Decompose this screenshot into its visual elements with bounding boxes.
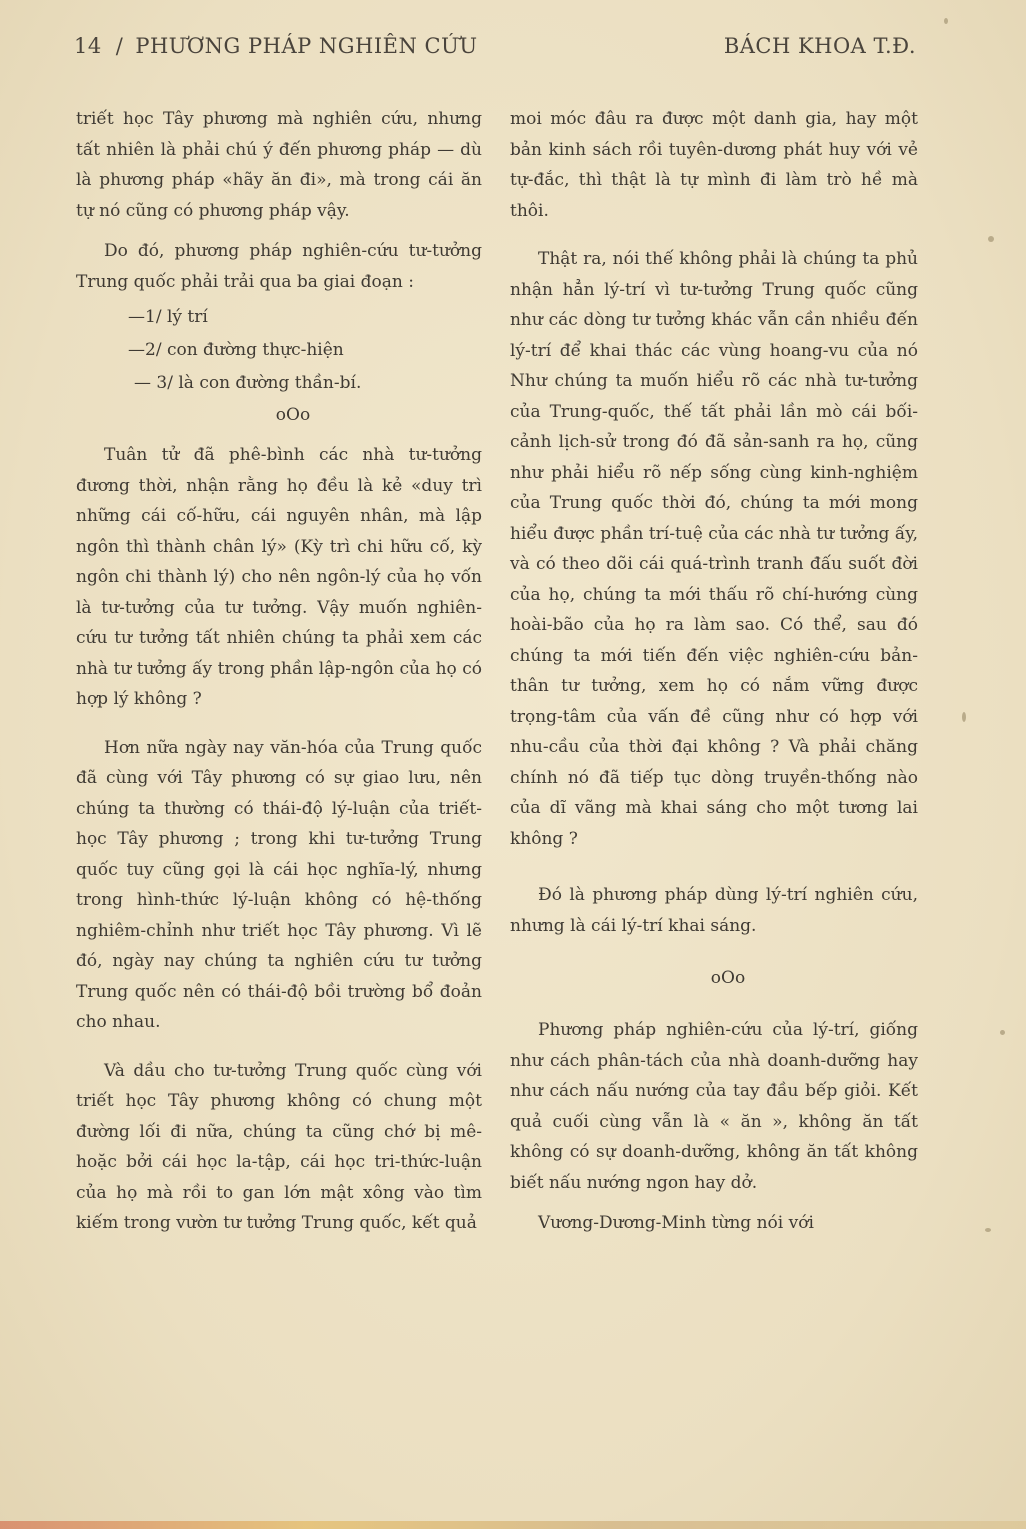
paper-speck <box>944 18 948 24</box>
stage-list <box>128 301 482 400</box>
paper-speck <box>985 1228 991 1232</box>
left-paragraph-3: Tuân tử đã phê-bình các nhà tư-tưởng đương thời, nhận rằng họ đều là kẻ «duy trì những cái cố-hữu, cái nguyên nhân, mà lập ngôn thì thành chân lý» (Kỳ trì chi hữu cố, kỳ ngôn chi thành lý) cho nên ngôn-lý của họ vốn là tư-tưởng của tư tưởng. Vậy muốn nghiên-cứu tư tưởng tất nhiên chúng ta phải xem các nhà tư tưởng ấy trong phần lập-ngôn của họ có hợp lý không ? <box>76 445 482 709</box>
stage-list-item-2: —2/ con đường thực-hiện <box>128 340 344 360</box>
right-paragraph-4: Phương pháp nghiên-cứu của lý-trí, giống như cách phân-tách của nhà doanh-dưỡng hay như cách nấu nướng của tay đầu bếp giỏi. Kết quả cuối cùng vẫn là « ăn », không ăn tất không có sự doanh-dưỡng, không ăn tất không biết nấu nướng ngon hay dở. <box>510 1020 918 1193</box>
stage-list-item-3: — 3/ là con đường thần-bí. <box>134 373 362 393</box>
running-header <box>74 34 956 66</box>
paper-speck <box>1000 1030 1005 1035</box>
paper-speck <box>988 236 994 242</box>
right-column <box>510 104 918 1239</box>
left-paragraph-2: Do đó, phương pháp nghiên-cứu tư-tưởng Trung quốc phải trải qua ba giai đoạn : <box>76 241 482 292</box>
header-separator: / <box>115 34 124 58</box>
page-edge-stain <box>0 1521 1026 1529</box>
left-paragraph-1: triết học Tây phương mà nghiên cứu, nhưng tất nhiên là phải chú ý đến phương pháp — dù là phương pháp «hãy ăn đi», mà trong cái ăn tự nó cũng có phương pháp vậy. <box>76 109 482 221</box>
right-paragraph-1: moi móc đâu ra được một danh gia, hay một bản kinh sách rồi tuyên-dương phát huy với vẻ tự-đắc, thì thật là tự mình đi làm trò hề mà thôi. <box>510 109 918 221</box>
left-paragraph-5: Và dầu cho tư-tưởng Trung quốc cùng với triết học Tây phương không có chung một đường lối đi nữa, chúng ta cũng chớ bị mê-hoặc bởi cái học la-tập, cái học tri-thức-luận của họ mà rồi to gan lớn mật xông vào tìm kiếm trong vườn tư tưởng Trung quốc, kết quả <box>76 1060 482 1233</box>
paper-speck <box>962 712 966 722</box>
section-separator-right: oOo <box>710 968 746 988</box>
page-number: 14 <box>74 34 102 58</box>
publication-name: BÁCH KHOA T.Đ. <box>723 34 916 58</box>
right-paragraph-5: Vương-Dương-Minh từng nói với <box>538 1213 814 1233</box>
stage-list-item-1: —1/ lý trí <box>128 307 208 327</box>
left-paragraph-4: Hơn nữa ngày nay văn-hóa của Trung quốc đã cùng với Tây phương có sự giao lưu, nên chúng ta thường có thái-độ lý-luận của triết-học Tây phương ; trong khi tư-tưởng Trung quốc tuy cũng gọi là cái học nghĩa-lý, nhưng trong hình-thức lý-luận không có hệ-thống nghiêm-chỉnh như triết học Tây phương. Vì lẽ đó, ngày nay chúng ta nghiên cứu tư tưởng Trung quốc nên có thái-độ bồi trường bổ đoản cho nhau. <box>76 737 482 1032</box>
header-left <box>74 34 478 58</box>
section-title: PHƯƠNG PHÁP NGHIÊN CỨU <box>135 34 478 58</box>
section-separator-left: oOo <box>275 405 311 425</box>
right-paragraph-3: Đó là phương pháp dùng lý-trí nghiên cứu, nhưng là cái lý-trí khai sáng. <box>510 885 918 936</box>
right-paragraph-2: Thật ra, nói thế không phải là chúng ta phủ nhận hẳn lý-trí vì tư-tưởng Trung quốc cũng như các dòng tư tưởng khác vẫn cần nhiều đến lý-trí để khai thác các vùng hoang-vu của nó Như chúng ta muốn hiểu rõ các nhà tư-tưởng của Trung-quốc, thế tất phải lần mò cái bối-cảnh lịch-sử trong đó đã sản-sanh ra họ, cũng như phải hiểu rõ nếp sống cùng kinh-nghiệm của Trung quốc thời đó, chúng ta mới mong hiểu được phần trí-tuệ của các nhà tư tưởng ấy, và có theo dõi cái quá-trình tranh đấu suốt đời của họ, chúng ta mới thấu rõ chí-hướng cùng hoài-bão của họ ra làm sao. Có thể, sau đó chúng ta mới tiến đến việc nghiên-cứu bản-thân tư tưởng, xem họ có nắm vững được trọng-tâm của vấn đề cũng như có hợp với nhu-cầu của thời đại không ? Và phải chăng chính nó đã tiếp tục dòng truyền-thống nào của dĩ vãng mà khai sáng cho một tương lai không ? <box>510 249 918 849</box>
left-column <box>76 104 482 1239</box>
